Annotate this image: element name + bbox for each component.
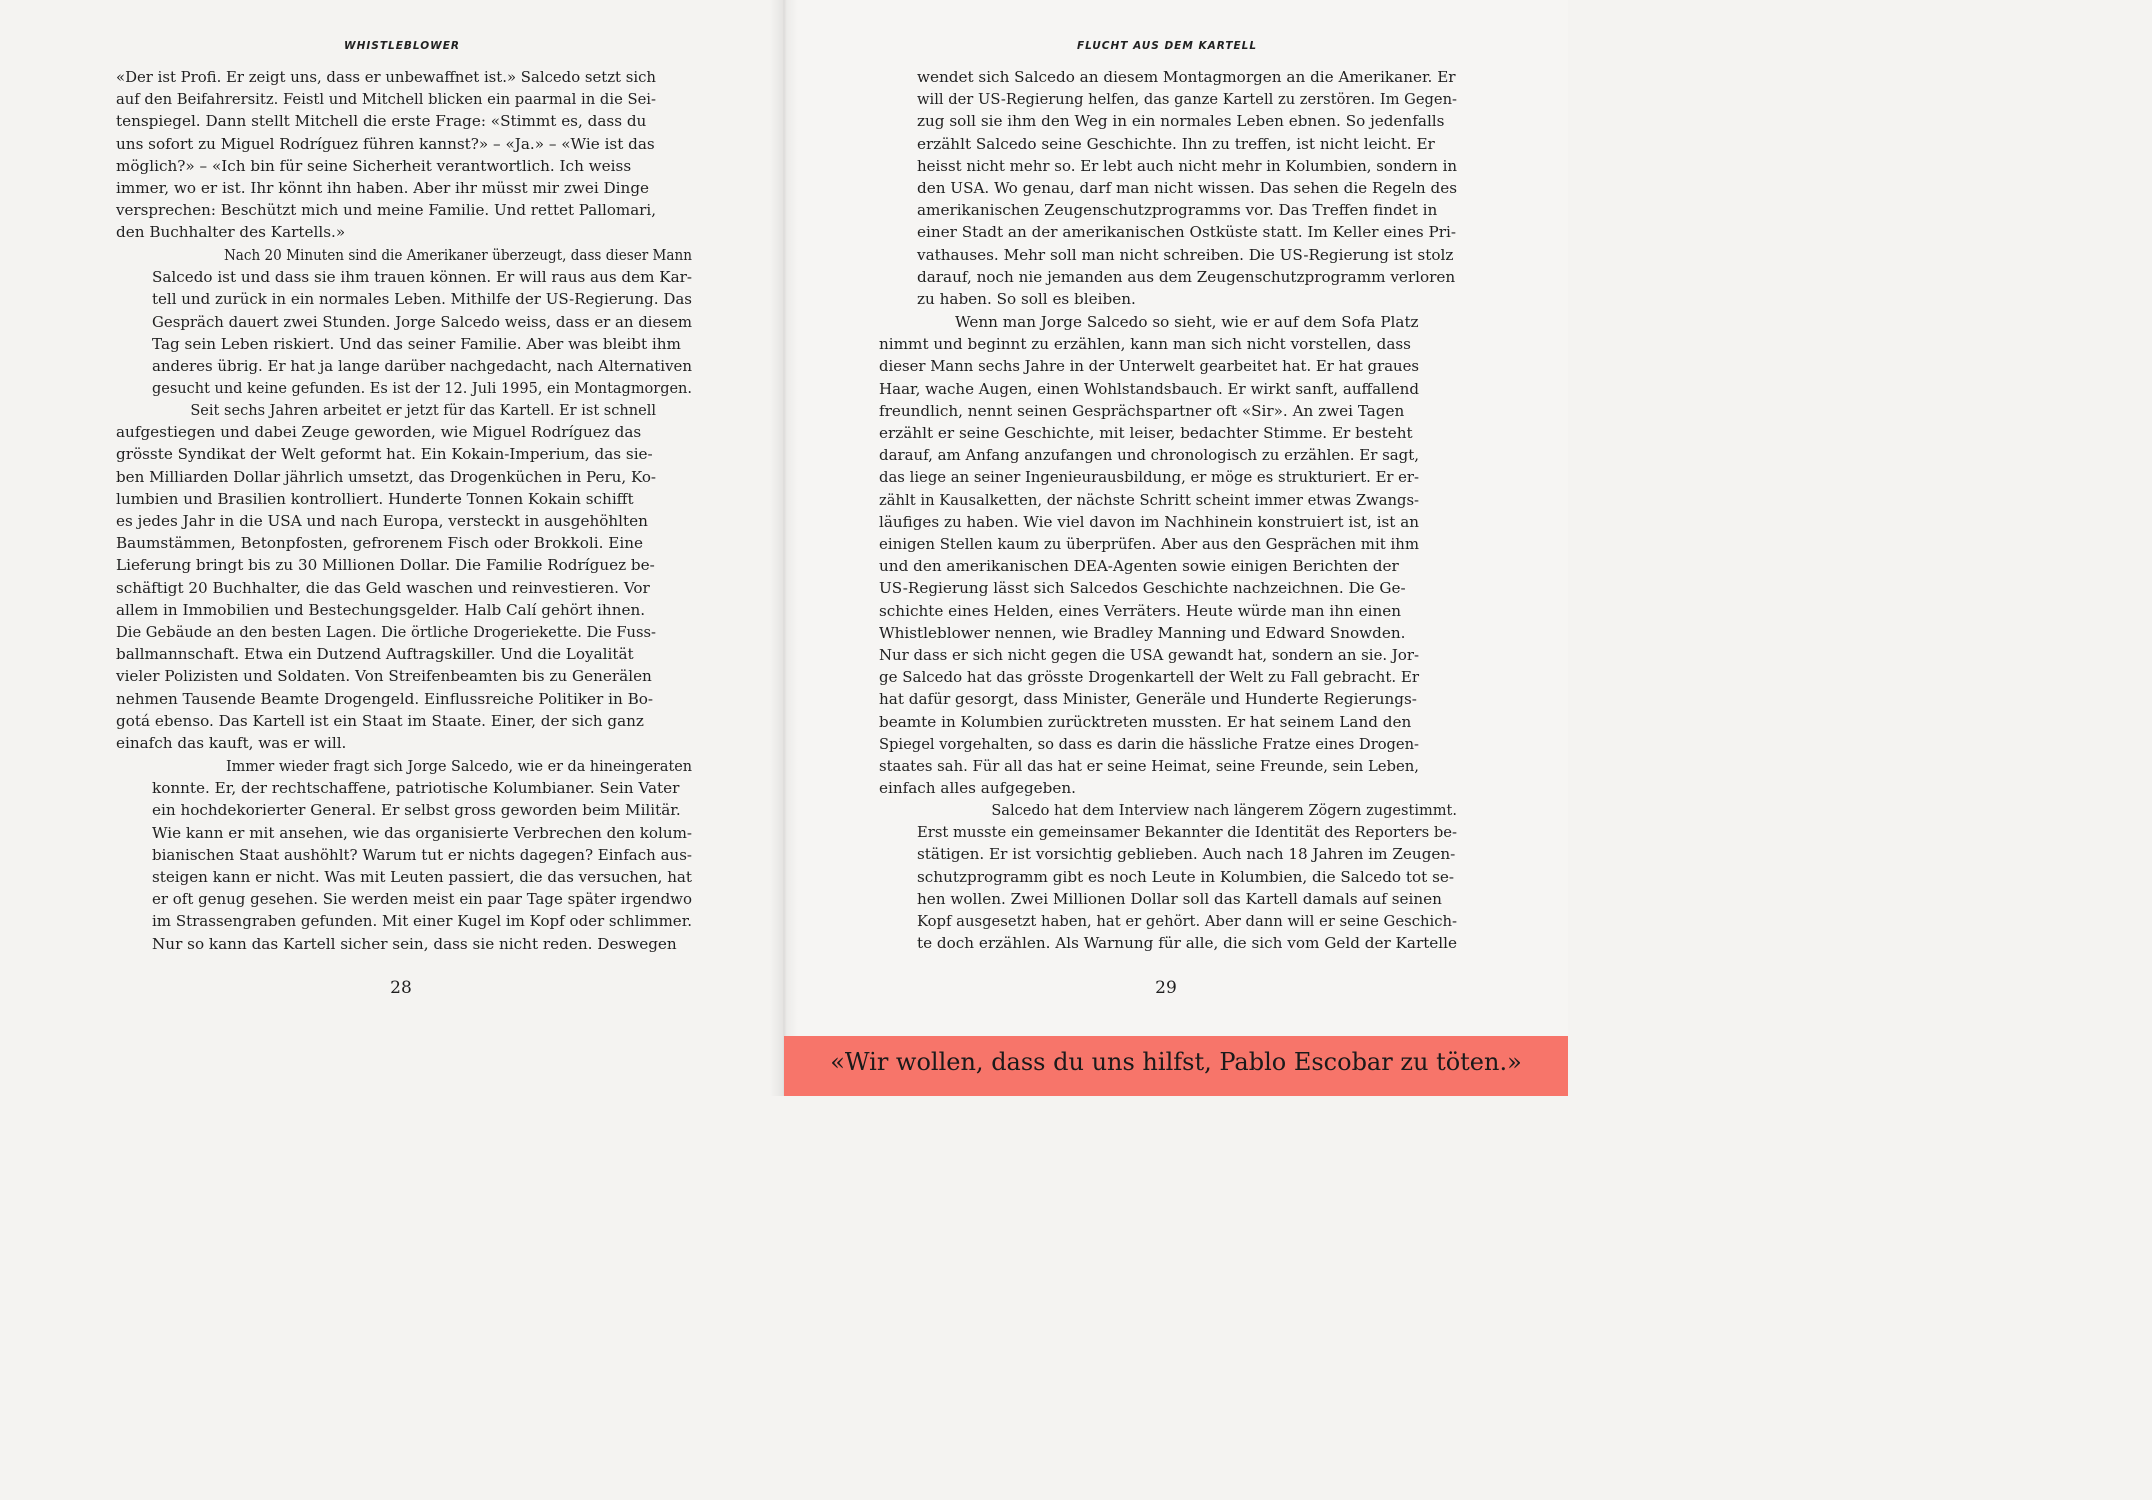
paragraph bbox=[116, 399, 656, 754]
text-line: grösste Syndikat der Welt geformt hat. Ein Kokain-Imperium, das sie- bbox=[116, 445, 653, 464]
text-line: ben Milliarden Dollar jährlich umsetzt, das Drogenküchen in Peru, Ko- bbox=[116, 467, 656, 486]
text-line: Nach 20 Minuten sind die Amerikaner überzeugt, dass dieser Mann bbox=[223, 246, 693, 264]
text-line: konnte. Er, der rechtschaffene, patriotische Kolumbianer. Sein Vater bbox=[152, 779, 680, 798]
text-line: US-Regierung lässt sich Salcedos Geschichte nachzeichnen. Die Ge- bbox=[879, 579, 1406, 598]
page-number-right: 29 bbox=[1155, 978, 1177, 998]
pull-quote: «Wir wollen, dass du uns hilfst, Pablo Escobar zu töten.» bbox=[830, 1048, 1522, 1076]
text-line: Nur so kann das Kartell sicher sein, dass sie nicht reden. Deswegen bbox=[152, 934, 677, 953]
text-line: den Buchhalter des Kartells.» bbox=[116, 223, 346, 242]
text-line: immer, wo er ist. Ihr könnt ihn haben. Aber ihr müsst mir zwei Dinge bbox=[116, 179, 650, 198]
text-line: Tag sein Leben riskiert. Und das seiner Familie. Aber was bleibt ihm bbox=[152, 334, 681, 353]
text-line: auf den Beifahrersitz. Feistl und Mitchell blicken ein paarmal in die Sei- bbox=[116, 90, 656, 109]
text-line: nehmen Tausende Beamte Drogengeld. Einflussreiche Politiker in Bo- bbox=[116, 689, 654, 708]
text-line: aufgestiegen und dabei Zeuge geworden, wie Miguel Rodríguez das bbox=[116, 423, 642, 442]
text-line: allem in Immobilien und Bestechungsgelder. Halb Calí gehört ihnen. bbox=[116, 600, 646, 619]
text-line: Die Gebäude an den besten Lagen. Die örtliche Drogeriekette. Die Fuss- bbox=[116, 623, 656, 642]
left-page bbox=[0, 0, 784, 1096]
text-line: steigen kann er nicht. Was mit Leuten passiert, die das versuchen, hat bbox=[152, 868, 692, 887]
text-line: Spiegel vorgehalten, so dass es darin die hässliche Fratze eines Drogen- bbox=[879, 734, 1419, 753]
text-line: beamte in Kolumbien zurücktreten mussten. Er hat seinem Land den bbox=[879, 712, 1412, 731]
text-line: einer Stadt an der amerikanischen Ostküste statt. Im Keller eines Pri- bbox=[917, 223, 1457, 242]
text-line: heisst nicht mehr so. Er lebt auch nicht mehr in Kolumbien, sondern in bbox=[917, 156, 1457, 175]
text-line: gesucht und keine gefunden. Es ist der 12. Juli 1995, ein Montagmorgen. bbox=[152, 379, 692, 398]
text-line: hat dafür gesorgt, dass Minister, Generäle und Hunderte Regierungs- bbox=[879, 690, 1417, 709]
text-line: und den amerikanischen DEA-Agenten sowie einigen Berichten der bbox=[879, 557, 1399, 576]
text-line: Haar, wache Augen, einen Wohlstandsbauch. Er wirkt sanft, auffallend bbox=[879, 379, 1419, 398]
text-line: einfach alles aufgegeben. bbox=[879, 779, 1076, 798]
text-line: wendet sich Salcedo an diesem Montagmorgen an die Amerikaner. Er bbox=[917, 68, 1456, 86]
text-line: schäftigt 20 Buchhalter, die das Geld waschen und reinvestieren. Vor bbox=[116, 578, 650, 597]
text-line: zählt in Kausalketten, der nächste Schritt scheint immer etwas Zwangs- bbox=[879, 490, 1419, 509]
text-line: schutzprogramm gibt es noch Leute in Kolumbien, die Salcedo tot se- bbox=[917, 867, 1454, 886]
text-line: einafch das kauft, was er will. bbox=[116, 734, 347, 753]
paragraph bbox=[917, 66, 1457, 310]
text-line: erzählt er seine Geschichte, mit leiser, bedachter Stimme. Er besteht bbox=[879, 424, 1413, 443]
text-line: ein hochdekorierter General. Er selbst gross geworden beim Militär. bbox=[152, 801, 681, 820]
text-line: bianischen Staat aushöhlt? Warum tut er nichts dagegen? Einfach aus- bbox=[152, 845, 692, 864]
text-line: uns sofort zu Miguel Rodríguez führen kannst?» – «Ja.» – «Wie ist das bbox=[116, 134, 655, 153]
text-line: zug soll sie ihm den Weg in ein normales Leben ebnen. So jedenfalls bbox=[917, 112, 1445, 131]
text-line: versprechen: Beschützt mich und meine Familie. Und rettet Pallomari, bbox=[116, 201, 656, 220]
text-line: staates sah. Für all das hat er seine Heimat, seine Freunde, sein Leben, bbox=[879, 757, 1419, 776]
text-line: Erst musste ein gemeinsamer Bekannter die Identität des Reporters be- bbox=[917, 823, 1457, 842]
text-line: nimmt und beginnt zu erzählen, kann man sich nicht vorstellen, dass bbox=[879, 335, 1411, 354]
text-line: vathauses. Mehr soll man nicht schreiben. Die US-Regierung ist stolz bbox=[917, 245, 1454, 264]
text-line: Whistleblower nennen, wie Bradley Manning und Edward Snowden. bbox=[879, 623, 1406, 642]
text-line: läufiges zu haben. Wie viel davon im Nachhinein konstruiert ist, ist an bbox=[879, 512, 1419, 531]
paragraph bbox=[152, 244, 692, 399]
text-line: lumbien und Brasilien kontrolliert. Hunderte Tonnen Kokain schifft bbox=[116, 489, 634, 508]
paragraph bbox=[152, 755, 692, 955]
text-line: tenspiegel. Dann stellt Mitchell die erste Frage: «Stimmt es, dass du bbox=[116, 112, 647, 131]
text-line: schichte eines Helden, eines Verräters. Heute würde man ihn einen bbox=[879, 601, 1402, 620]
paragraph bbox=[917, 799, 1457, 954]
text-line: den USA. Wo genau, darf man nicht wissen. Das sehen die Regeln des bbox=[917, 179, 1457, 198]
text-line: te doch erzählen. Als Warnung für alle, die sich vom Geld der Kartelle bbox=[917, 934, 1457, 953]
text-line: ge Salcedo hat das grösste Drogenkartell der Welt zu Fall gebracht. Er bbox=[879, 668, 1419, 687]
text-line: Seit sechs Jahren arbeitet er jetzt für das Kartell. Er ist schnell bbox=[190, 401, 656, 419]
page-number-left: 28 bbox=[390, 978, 412, 998]
running-head-left: WHISTLEBLOWER bbox=[344, 40, 460, 52]
paragraph bbox=[116, 66, 656, 244]
text-line: Wie kann er mit ansehen, wie das organisierte Verbrechen den kolum- bbox=[152, 823, 692, 842]
text-line: Lieferung bringt bis zu 30 Millionen Dollar. Die Familie Rodríguez be- bbox=[116, 556, 655, 575]
text-line: «Der ist Profi. Er zeigt uns, dass er unbewaffnet ist.» Salcedo setzt sich bbox=[116, 68, 656, 86]
text-line: vieler Polizisten und Soldaten. Von Streifenbeamten bis zu Generälen bbox=[116, 667, 652, 686]
text-line: Nur dass er sich nicht gegen die USA gewandt hat, sondern an sie. Jor- bbox=[879, 646, 1419, 665]
text-line: Wenn man Jorge Salcedo so sieht, wie er auf dem Sofa Platz bbox=[955, 313, 1419, 331]
text-line: es jedes Jahr in die USA und nach Europa, versteckt in ausgehöhlten bbox=[116, 512, 648, 531]
text-line: stätigen. Er ist vorsichtig geblieben. Auch nach 18 Jahren im Zeugen- bbox=[917, 845, 1456, 864]
text-line: zu haben. So soll es bleiben. bbox=[917, 290, 1136, 309]
text-line: amerikanischen Zeugenschutzprogramms vor. Das Treffen findet in bbox=[917, 201, 1438, 220]
text-line: dieser Mann sechs Jahre in der Unterwelt gearbeitet hat. Er hat graues bbox=[879, 357, 1419, 376]
running-head-right: FLUCHT AUS DEM KARTELL bbox=[1076, 40, 1258, 52]
text-line: möglich?» – «Ich bin für seine Sicherheit verantwortlich. Ich weiss bbox=[116, 156, 632, 175]
pull-quote-band bbox=[784, 1036, 1568, 1096]
text-line: Immer wieder fragt sich Jorge Salcedo, wie er da hineingeraten bbox=[225, 757, 692, 775]
text-line: Baumstämmen, Betonpfosten, gefrorenem Fisch oder Brokkoli. Eine bbox=[116, 534, 643, 553]
text-line: tell und zurück in ein normales Leben. Mithilfe der US-Regierung. Das bbox=[152, 290, 692, 309]
text-line: will der US-Regierung helfen, das ganze Kartell zu zerstören. Im Gegen- bbox=[917, 90, 1457, 109]
text-line: einigen Stellen kaum zu überprüfen. Aber aus den Gesprächen mit ihm bbox=[879, 535, 1419, 554]
text-line: Gespräch dauert zwei Stunden. Jorge Salcedo weiss, dass er an diesem bbox=[152, 312, 692, 331]
text-line: das liege an seiner Ingenieurausbildung, er möge es strukturiert. Er er- bbox=[879, 468, 1419, 487]
text-line: Kopf ausgesetzt haben, hat er gehört. Aber dann will er seine Geschich- bbox=[917, 912, 1457, 931]
text-line: ballmannschaft. Etwa ein Dutzend Auftragskiller. Und die Loyalität bbox=[116, 645, 634, 664]
text-line: gotá ebenso. Das Kartell ist ein Staat im Staate. Einer, der sich ganz bbox=[116, 711, 644, 730]
text-line: Salcedo ist und dass sie ihm trauen können. Er will raus aus dem Kar- bbox=[152, 268, 692, 287]
text-line: hen wollen. Zwei Millionen Dollar soll das Kartell damals auf seinen bbox=[917, 889, 1442, 908]
text-line: darauf, am Anfang anzufangen und chronologisch zu erzählen. Er sagt, bbox=[879, 446, 1419, 465]
text-line: im Strassengraben gefunden. Mit einer Kugel im Kopf oder schlimmer. bbox=[152, 912, 692, 931]
text-line: er oft genug gesehen. Sie werden meist ein paar Tage später irgendwo bbox=[152, 890, 692, 909]
text-line: darauf, noch nie jemanden aus dem Zeugenschutzprogramm verloren bbox=[917, 267, 1456, 286]
text-line: freundlich, nennt seinen Gesprächspartner oft «Sir». An zwei Tagen bbox=[879, 401, 1405, 420]
text-line: Salcedo hat dem Interview nach längerem Zögern zugestimmt. bbox=[991, 801, 1457, 819]
text-line: anderes übrig. Er hat ja lange darüber nachgedacht, nach Alternativen bbox=[152, 357, 692, 376]
text-line: erzählt Salcedo seine Geschichte. Ihn zu treffen, ist nicht leicht. Er bbox=[917, 134, 1435, 153]
paragraph bbox=[879, 311, 1419, 799]
book-gutter bbox=[770, 0, 798, 1096]
